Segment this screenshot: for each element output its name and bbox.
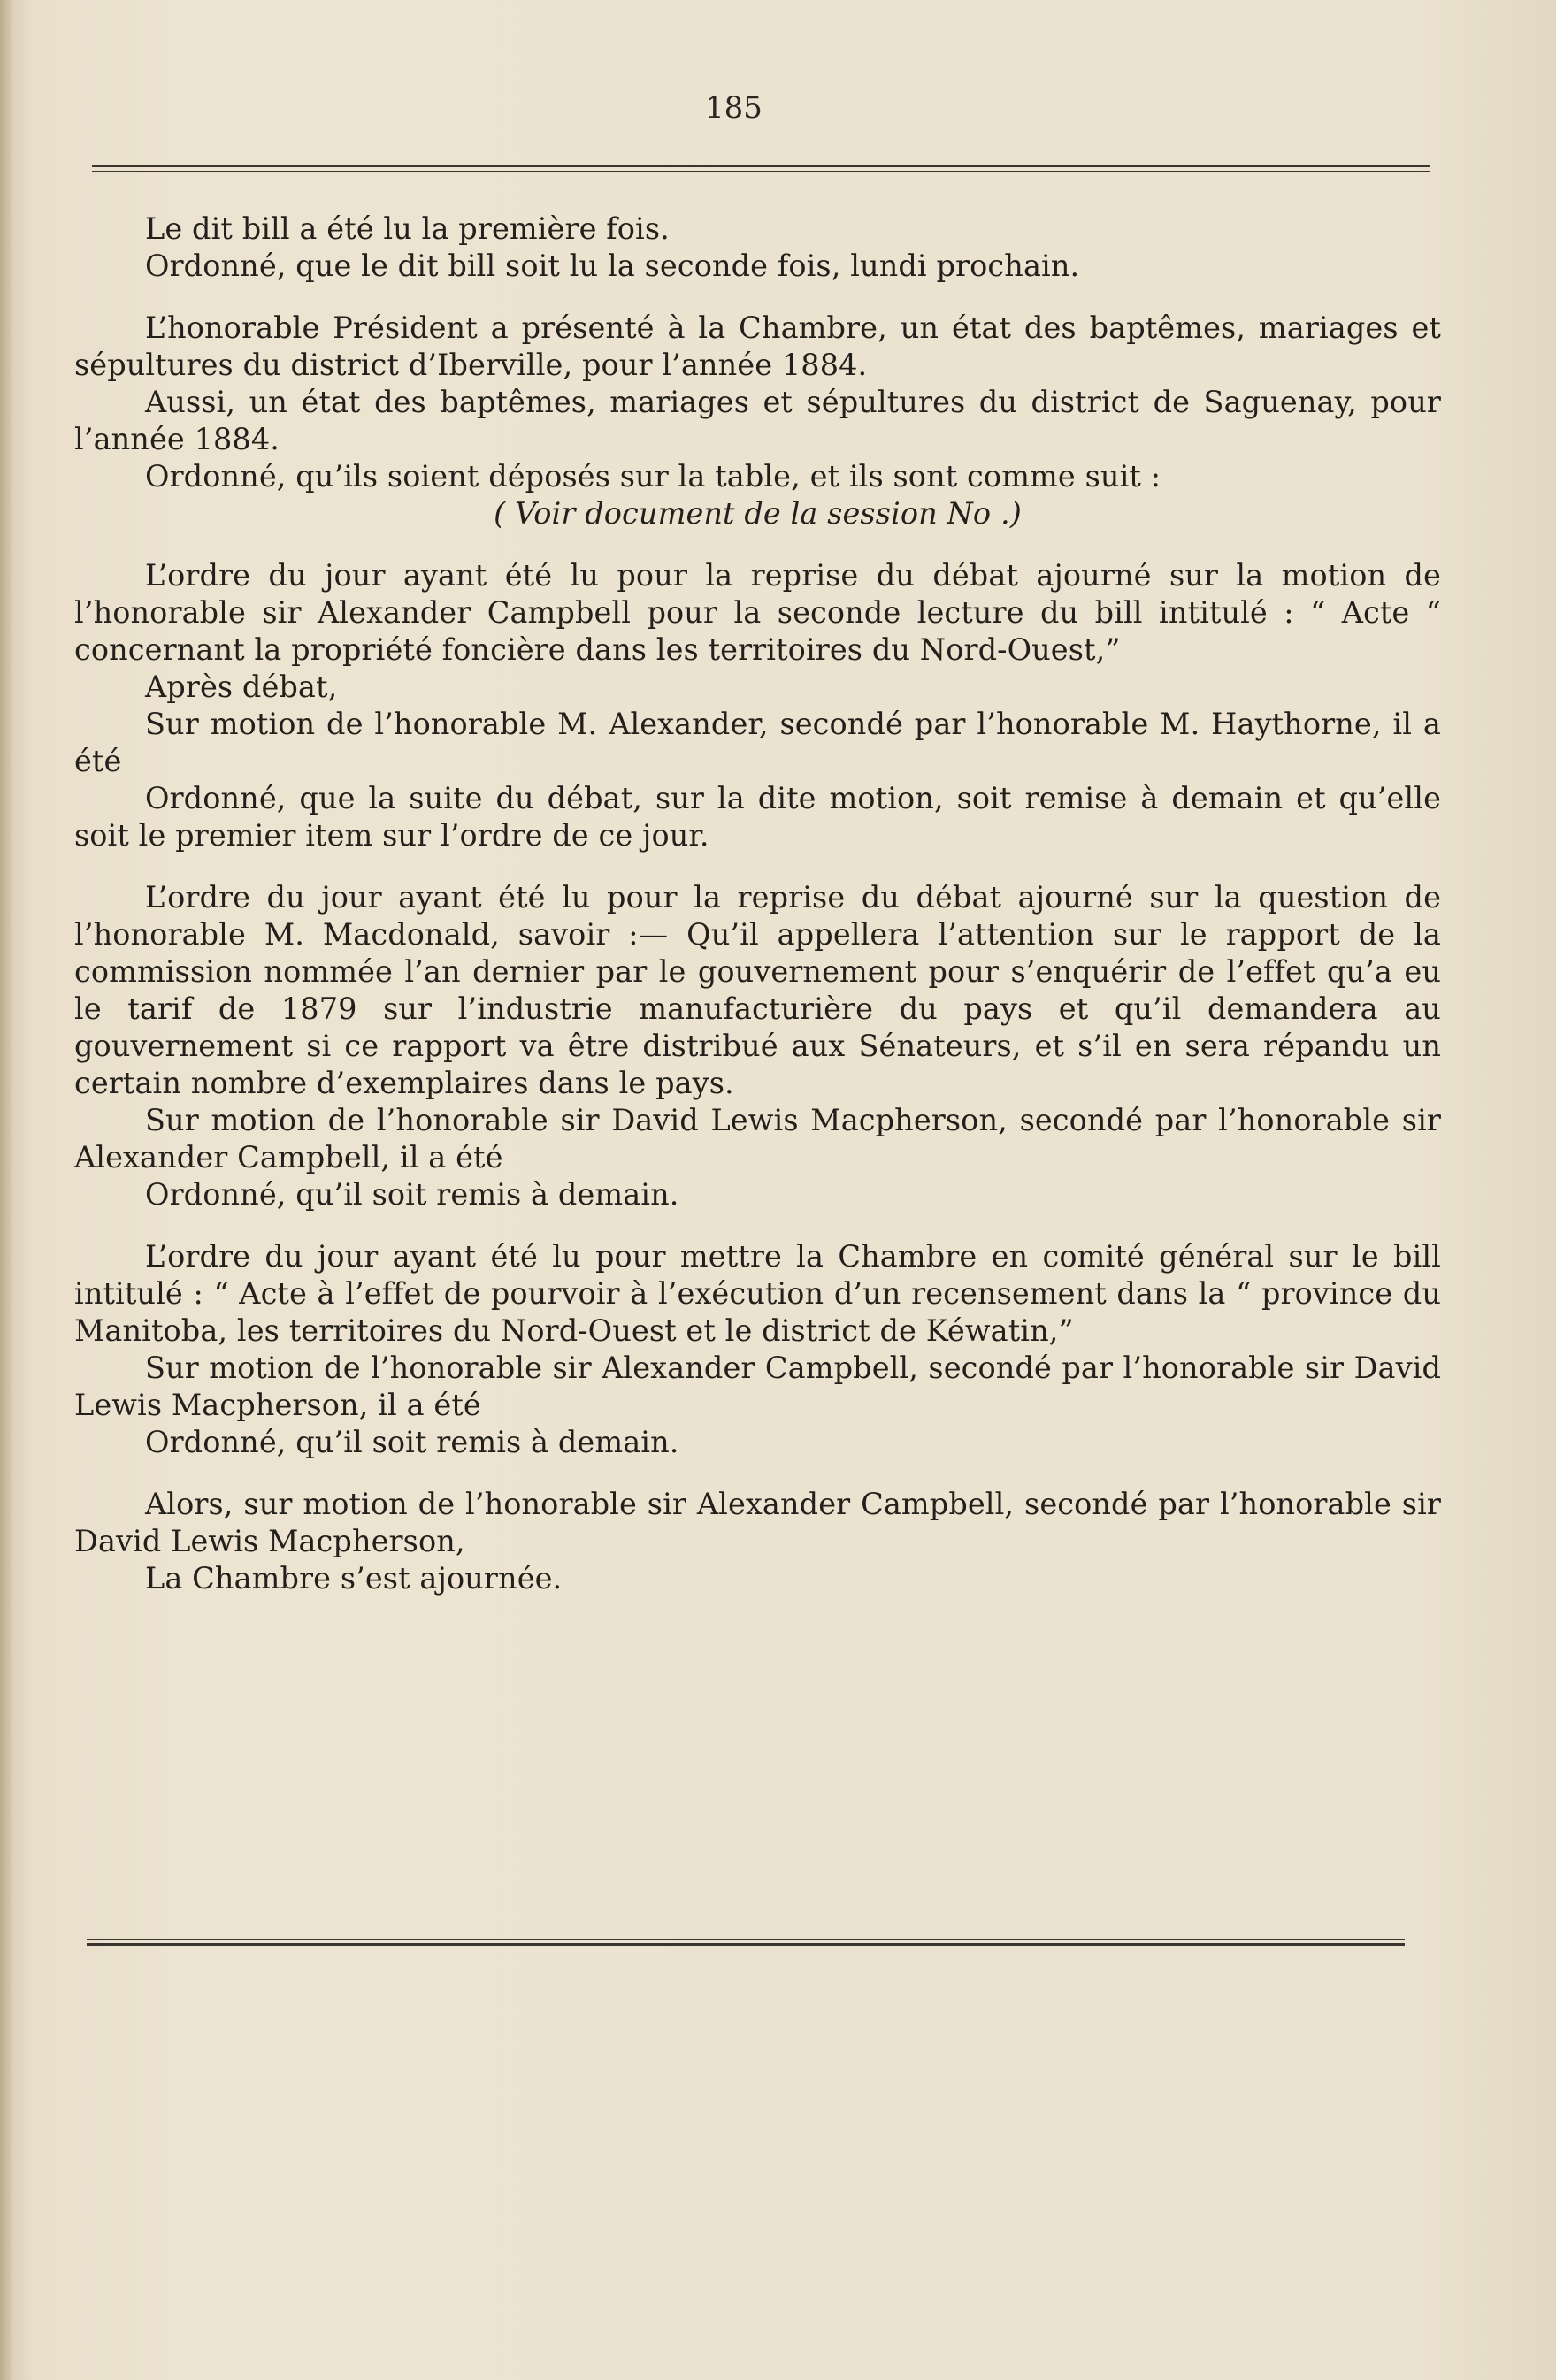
paragraph: Alors, sur motion de l’honorable sir Alexander Campbell, secondé par l’honorable sir David Lewis Macpherson, — [74, 1487, 1441, 1558]
footer-rule-thin — [87, 1939, 1405, 1940]
paragraph: La Chambre s’est ajournée. — [145, 1561, 563, 1596]
paragraph: Ordonné, qu’il soit remis à demain. — [145, 1425, 679, 1459]
header-rule — [92, 165, 1430, 172]
footer-rule-thick — [87, 1943, 1405, 1946]
paragraph: Sur motion de l’honorable sir David Lewis Macpherson, secondé par l’honorable sir Alexander Campbell, il a été — [74, 1103, 1441, 1175]
paragraph: L’honorable Président a présenté à la Chambre, un état des baptêmes, mariages et sépultures du district d’Iberville, pour l’année 1884. — [74, 310, 1441, 382]
paragraph: Aussi, un état des baptêmes, mariages et sépultures du district de Saguenay, pour l’année 1884. — [74, 385, 1441, 456]
paragraph: Sur motion de l’honorable sir Alexander Campbell, secondé par l’honorable sir David Lewis Macpherson, il a été — [74, 1351, 1441, 1422]
binding-edge — [0, 0, 12, 2380]
header-rule-thin — [92, 171, 1430, 172]
paragraph: Ordonné, que la suite du débat, sur la dite motion, soit remise à demain et qu’elle soit le premier item sur l’ordre de ce jour. — [74, 781, 1441, 853]
footer-rule — [87, 1939, 1405, 1946]
paragraph: Ordonné, qu’ils soient déposés sur la table, et ils sont comme suit : — [145, 459, 1161, 494]
header-rule-thick — [92, 165, 1430, 167]
paragraph: Après débat, — [145, 670, 338, 704]
paragraph: L’ordre du jour ayant été lu pour la reprise du débat ajourné sur la motion de l’honorable sir Alexander Campbell pour la seconde lecture du bill intitulé : “ Acte “ concernant la propriété foncière dans les territoires du Nord-Ouest,” — [74, 558, 1441, 667]
paragraph: Sur motion de l’honorable M. Alexander, secondé par l’honorable M. Haythorne, il a été — [74, 707, 1441, 778]
journal-text — [74, 210, 1441, 1597]
paragraph: Le dit bill a été lu la première fois. — [145, 211, 670, 246]
paragraph: L’ordre du jour ayant été lu pour la reprise du débat ajourné sur la question de l’honorable M. Macdonald, savoir :— Qu’il appellera l’attention sur le rapport de la commission nommée l’an dernier par le gouvernement pour s’enquérir de l’effet qu’a eu le tarif de 1879 sur l’industrie manufacturière du pays et qu’il demandera au gouvernement si ce rapport va être distribué aux Sénateurs, et s’il en sera répandu un certain nombre d’exemplaires dans le pays. — [74, 880, 1441, 1100]
page-number: 185 — [705, 90, 763, 126]
paragraph: ( Voir document de la session No .) — [494, 496, 1022, 531]
paragraph: Ordonné, que le dit bill soit lu la seconde fois, lundi prochain. — [145, 249, 1080, 283]
paragraph: Ordonné, qu’il soit remis à demain. — [145, 1177, 679, 1212]
paragraph: L’ordre du jour ayant été lu pour mettre la Chambre en comité général sur le bill intitulé : “ Acte à l’effet de pourvoir à l’exécution d’un recensement dans la “ province du Manitoba, les territoires du Nord-Ouest et le district de Kéwatin,” — [74, 1239, 1441, 1348]
